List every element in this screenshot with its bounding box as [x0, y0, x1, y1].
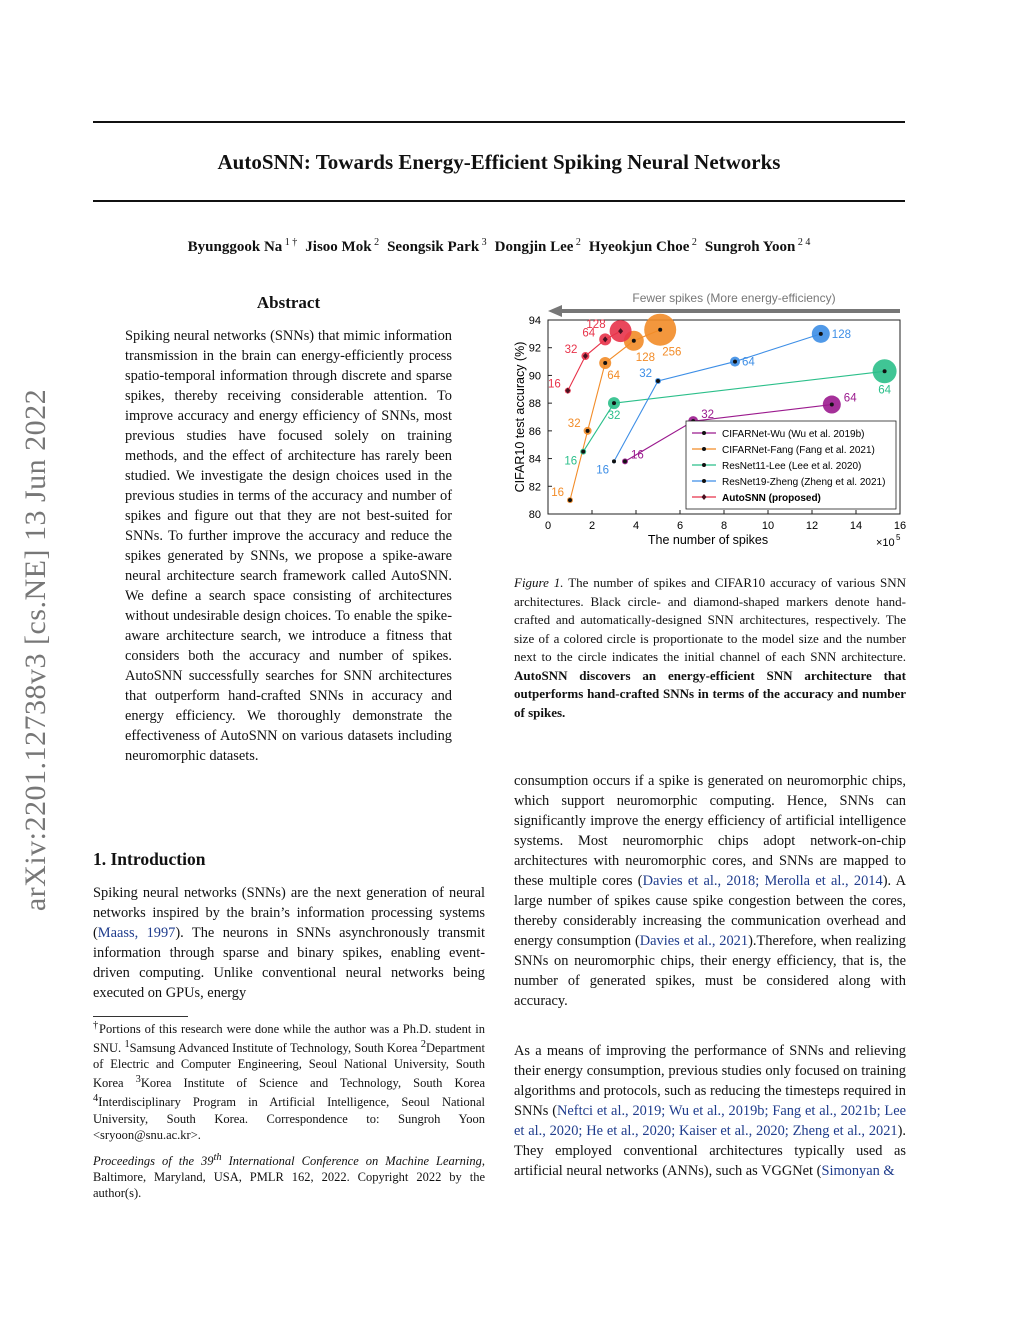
- point-size-label: 16: [548, 378, 561, 391]
- author-affiliation-marker: 2: [689, 237, 697, 248]
- point-size-label: 16: [596, 464, 609, 477]
- legend-entry: CIFARNet-Wu (Wu et al. 2019b): [722, 429, 865, 440]
- citation-link[interactable]: Davies et al., 2021: [639, 933, 749, 949]
- data-point: [830, 403, 834, 407]
- point-size-label: 128: [586, 319, 606, 332]
- x-tick-label: 2: [588, 520, 596, 532]
- x-tick-label: 6: [676, 520, 684, 532]
- author-name: Hyeokjun Choe $^2$: [588, 237, 697, 255]
- y-tick-label: 92: [528, 342, 541, 355]
- y-tick-label: 94: [528, 315, 541, 327]
- y-tick-label: 90: [528, 370, 541, 383]
- point-size-label: 64: [607, 369, 620, 382]
- point-size-label: 64: [843, 392, 857, 405]
- y-tick-label: 82: [528, 481, 541, 494]
- data-point: [603, 361, 607, 365]
- x-axis-multiplier-exponent: 5: [896, 533, 901, 542]
- author-name: Dongjin Lee $^2$: [494, 237, 581, 255]
- point-size-label: 16: [564, 455, 578, 468]
- data-point: [586, 429, 590, 433]
- x-tick-label: 10: [761, 520, 775, 532]
- citation-link[interactable]: Simonyan &: [821, 1163, 895, 1179]
- data-point: [656, 379, 660, 383]
- point-size-label: 256: [662, 346, 682, 359]
- x-tick-label: 4: [632, 520, 640, 532]
- author-name: Byunggook Na $^{1 \dagger}$: [187, 237, 298, 255]
- title-rule: [93, 200, 905, 202]
- citation-link[interactable]: Neftci et al., 2019; Wu et al., 2019b; Fang et al., 2021b; Lee et al., 2020; He et al., 2020; Kaiser et al., 2020; Zheng et al., 2021: [514, 1103, 907, 1139]
- x-axis-multiplier: ×10: [876, 537, 895, 549]
- point-size-label: 64: [582, 327, 596, 340]
- data-point: [632, 339, 636, 343]
- author-name: Seongsik Park $^3$: [387, 237, 487, 255]
- x-tick-label: 0: [544, 520, 552, 532]
- data-point: [612, 401, 616, 405]
- arrow-head: [548, 305, 562, 317]
- x-tick-label: 12: [805, 520, 819, 532]
- author-affiliation-marker: 1 †: [282, 237, 298, 248]
- legend-entry: ResNet19-Zheng (Zheng et al. 2021): [722, 477, 886, 488]
- legend-marker: [702, 447, 706, 451]
- y-tick-label: 88: [528, 398, 541, 411]
- x-tick-label: 8: [720, 520, 728, 532]
- y-tick-label: 80: [528, 509, 541, 521]
- x-axis-label: The number of spikes: [647, 533, 769, 547]
- point-size-label: 16: [631, 449, 644, 462]
- author-affiliation-marker: 3: [479, 237, 487, 248]
- data-point: [883, 369, 887, 373]
- legend-entry: CIFARNet-Fang (Fang et al. 2021): [722, 445, 875, 456]
- point-size-label: 32: [564, 344, 578, 357]
- chart-title: Fewer spikes (More energy-efficiency): [632, 291, 836, 305]
- abstract-body: Spiking neural networks (SNNs) that mimic information transmission in the brain can energy-efficiently process spatio-temporal information through discrete and sparse spikes, thereby receiving considerable attention. To improve accuracy and energy efficiency of SNNs, most previous studies have focused solely on training methods, and the effect of architecture has rarely been studied. We investigate the design choices used in the previous studies in terms of the accuracy and number of spikes and figure out that they are not best-suited for SNNs. To further improve the accuracy and reduce the spikes generated by SNNs, we propose a spike-aware neural architecture search framework called AutoSNN. We define a search space consisting of architectures without undesirable design choices. To enable the spike-aware architecture search, we introduce a fitness that considers both the accuracy and number of spikes. AutoSNN successfully searches for SNN architectures that outperform hand-crafted SNNs in accuracy and energy efficiency. We thoroughly demonstrate the effectiveness of AutoSNN on various datasets including neuromorphic datasets.: [125, 328, 452, 764]
- author-name: Sungroh Yoon $^{2 4}$: [704, 237, 811, 255]
- x-tick-label: 14: [849, 520, 863, 532]
- proceedings-note: Proceedings of the 39th International Conference on Machine Learning, Baltimore, Maryland, USA, PMLR 162, 2022. Copyright 2022 by the author(s).: [93, 1152, 485, 1201]
- point-size-label: 128: [635, 351, 655, 364]
- data-point: [658, 328, 662, 332]
- data-point: [819, 332, 823, 336]
- figure-caption: Figure 1. The number of spikes and CIFAR10 accuracy of various SNN architectures. Black circle- and diamond-shaped markers denote hand-crafted and automatically-designed SNN architectures, respectively. The size of a colored circle is proportionate to the model size and the number next to the circle indicates the initial channel of each SNN architecture. AutoSNN discovers an energy-efficient SNN architecture that outperforms hand-crafted SNNs in terms of the accuracy and number of spikes.: [514, 575, 906, 720]
- legend-marker: [702, 479, 706, 483]
- point-size-label: 64: [742, 356, 755, 369]
- y-tick-label: 86: [528, 425, 541, 438]
- author-list: [93, 237, 905, 256]
- footnote-rule: [93, 1016, 188, 1017]
- legend-marker: [702, 463, 706, 467]
- y-axis-label: CIFAR10 test accuracy (%): [513, 341, 527, 493]
- data-point: [568, 498, 572, 502]
- point-size-label: 64: [878, 384, 891, 397]
- legend-entry: AutoSNN (proposed): [722, 493, 821, 504]
- y-tick-label: 84: [528, 453, 541, 466]
- top-rule: [93, 121, 905, 123]
- section-heading-introduction: 1. Introduction: [93, 849, 206, 869]
- point-size-label: 32: [701, 409, 714, 422]
- author-affiliation-marker: 2 4: [795, 237, 811, 248]
- point-size-label: 128: [831, 328, 851, 341]
- affiliation-footnote: †Portions of this research were done while the author was a Ph.D. student in SNU. $^1$Samsung Advanced Institute of Technology, South Korea $^2$Department of Electric and Computer Engineering, Seoul National University, South Korea $^3$Korea Institute of Science and Technology, South Korea $^4$Interdisciplinary Program in Artificial Intelligence, Seoul National University, South Korea. Correspondence to: Sungroh Yoon <sryoon@snu.ac.kr>.: [93, 1020, 486, 1142]
- point-size-label: 16: [551, 487, 564, 500]
- spikes-vs-accuracy-chart: [507, 286, 907, 556]
- x-tick-label: 16: [893, 520, 907, 532]
- point-size-label: 32: [639, 367, 652, 380]
- citation-link[interactable]: Maass, 1997: [97, 925, 176, 941]
- legend-entry: ResNet11-Lee (Lee et al. 2020): [722, 461, 862, 472]
- data-point: [623, 459, 627, 463]
- abstract-heading: Abstract: [256, 293, 321, 312]
- arxiv-sidebar[interactable]: arXiv:2201.12738v3 [cs.NE] 13 Jun 2022: [19, 388, 52, 912]
- paper-title: AutoSNN: Towards Energy-Efficient Spiking Neural Networks: [217, 150, 781, 174]
- intro-paragraph-2: As a means of improving the performance of SNNs and relieving their energy consumption, previous studies only focused on training algorithms and protocols, such as reducing the timesteps required in SNNs (Neftci et al., 2019; Wu et al., 2019b; Fang et al., 2021b; Lee et al., 2020; He et al., 2020; Kaiser et al., 2020; Zheng et al., 2021). They employed conventional architectures typically used as artificial neural networks (ANNs), such as VGGNet (Simonyan &: [514, 1043, 907, 1179]
- intro-paragraph-1-continued: consumption occurs if a spike is generated on neuromorphic chips, which support neuromorphic computing. Hence, SNNs can significantly improve the energy efficiency of artificial intelligence systems. Most neuromorphic chips adopt network-on-chip architectures with neuromorphic cores, and SNNs are mapped to these multiple cores (Davies et al., 2018; Merolla et al., 2014). A large number of spikes cause spike congestion between the cores, thereby considerably increasing the communication overhead and energy consumption (Davies et al., 2021).Therefore, when realizing SNNs on neuromorphic chips, their energy efficiency, that is, the number of generated spikes, must be considered along with accuracy.: [514, 773, 906, 1009]
- intro-paragraph-1: Spiking neural networks (SNNs) are the next generation of neural networks inspired by the brain’s information processing systems (Maass, 1997). The neurons in SNNs asynchronously transmit information through sparse and binary spikes, enabling event-driven computing. Unlike conventional neural networks being executed on GPUs, energy: [93, 885, 485, 1001]
- data-point: [581, 450, 585, 454]
- data-point: [733, 360, 737, 364]
- point-size-label: 32: [567, 417, 581, 430]
- author-name: Jisoo Mok $^2$: [305, 237, 380, 255]
- citation-link[interactable]: Davies et al., 2018; Merolla et al., 2014: [642, 873, 883, 889]
- author-affiliation-marker: 2: [573, 237, 581, 248]
- point-size-label: 32: [607, 410, 621, 423]
- data-point: [612, 459, 616, 463]
- legend-marker: [702, 431, 706, 435]
- author-affiliation-marker: 2: [371, 237, 380, 248]
